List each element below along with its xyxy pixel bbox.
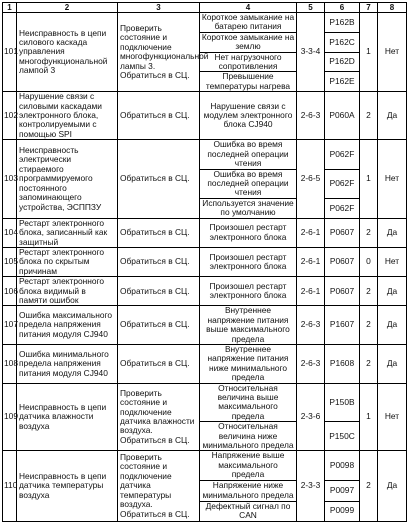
fault-condition: Напряжение ниже минимального предела — [200, 480, 297, 501]
blink-code: 2-6-3 — [297, 306, 325, 345]
row-number: 105 — [3, 247, 17, 276]
dtc-code: P162B — [325, 13, 360, 33]
fault-description: Нарушение связи с силовыми каскадами электронного блока, контролируемыми с помощью SPI — [17, 92, 118, 140]
priority-value: 2 — [360, 92, 378, 140]
fault-description: Неисправность в цепи датчика влажности воздуха — [17, 383, 118, 451]
priority-value: 1 — [360, 140, 378, 218]
table-row — [3, 247, 407, 276]
lamp-status: Нет — [378, 247, 407, 276]
fault-condition: Превышение температуры нагрева — [200, 72, 297, 92]
table-body — [3, 13, 407, 522]
priority-value: 2 — [360, 345, 378, 384]
column-header: 5 — [297, 3, 325, 13]
dtc-code: P0607 — [325, 218, 360, 247]
row-number: 110 — [3, 451, 17, 521]
fault-condition: Короткое замыкание на батарею питания — [200, 13, 297, 33]
lamp-status: Нет — [378, 13, 407, 92]
blink-code: 2-3-6 — [297, 383, 325, 451]
table-row — [3, 277, 407, 306]
priority-value: 0 — [360, 247, 378, 276]
blink-code: 2-3-3 — [297, 451, 325, 521]
dtc-code: P0097 — [325, 480, 360, 501]
row-number: 103 — [3, 140, 17, 218]
table-row — [3, 140, 407, 169]
recommended-action: Обратиться в СЦ. — [118, 92, 200, 140]
dtc-code: P060A — [325, 92, 360, 140]
fault-description: Рестарт электронного блока по скрытым причинам — [17, 247, 118, 276]
column-header: 8 — [378, 3, 407, 13]
recommended-action: Обратиться в СЦ. — [118, 306, 200, 345]
recommended-action: Обратиться в СЦ. — [118, 218, 200, 247]
dtc-code: P150C — [325, 422, 360, 451]
lamp-status: Да — [378, 92, 407, 140]
table-row — [3, 306, 407, 345]
blink-code: 2-6-1 — [297, 277, 325, 306]
row-number: 104 — [3, 218, 17, 247]
recommended-action: Обратиться в СЦ. — [118, 345, 200, 384]
fault-condition: Дефектный сигнал по CAN — [200, 501, 297, 521]
column-header: 2 — [17, 3, 118, 13]
fault-condition: Используется значение по умолчанию — [200, 198, 297, 218]
fault-condition: Внутреннее напряжение питания выше максимального предела — [200, 306, 297, 345]
fault-description: Неисправность электрически стираемого программируемого постоянного запоминающего устройства, ЭСППЗУ — [17, 140, 118, 218]
priority-value: 1 — [360, 383, 378, 451]
fault-condition: Внутреннее напряжение питания ниже минимального предела — [200, 345, 297, 384]
dtc-code: P0099 — [325, 501, 360, 521]
column-header: 4 — [200, 3, 297, 13]
priority-value: 2 — [360, 277, 378, 306]
row-number: 102 — [3, 92, 17, 140]
dtc-code: P1607 — [325, 306, 360, 345]
table-row — [3, 345, 407, 384]
dtc-code: P150B — [325, 383, 360, 422]
fault-description: Неисправность в цепи силового каскада управления многофункциональной лампой 3 — [17, 13, 118, 92]
header-row — [3, 3, 407, 13]
dtc-code: P062F — [325, 140, 360, 169]
row-number: 109 — [3, 383, 17, 451]
priority-value: 2 — [360, 218, 378, 247]
fault-description: Рестарт электронного блока видимый в памяти ошибок — [17, 277, 118, 306]
row-number: 107 — [3, 306, 17, 345]
dtc-code: P062F — [325, 198, 360, 218]
table-row — [3, 13, 407, 33]
row-number: 106 — [3, 277, 17, 306]
blink-code: 2-6-3 — [297, 92, 325, 140]
lamp-status: Да — [378, 306, 407, 345]
dtc-code: P162D — [325, 52, 360, 72]
dtc-code: P0607 — [325, 277, 360, 306]
dtc-code: P062F — [325, 169, 360, 198]
table-row — [3, 383, 407, 422]
column-header: 7 — [360, 3, 378, 13]
diagnostic-codes-table — [2, 2, 407, 522]
lamp-status: Да — [378, 218, 407, 247]
fault-condition: Произошел рестарт электронного блока — [200, 247, 297, 276]
dtc-code: P0607 — [325, 247, 360, 276]
recommended-action: Проверить состояние и подключение датчика влажности воздуха. Обратиться в СЦ. — [118, 383, 200, 451]
blink-code: 3-3-4 — [297, 13, 325, 92]
fault-condition: Нет нагрузочного сопротивления — [200, 52, 297, 72]
table-row — [3, 92, 407, 140]
fault-condition: Произошел рестарт электронного блока — [200, 218, 297, 247]
fault-condition: Относительная величина выше максимального предела — [200, 383, 297, 422]
lamp-status: Да — [378, 451, 407, 521]
fault-description: Ошибка максимального предела напряжения питания модуля CJ940 — [17, 306, 118, 345]
fault-condition: Ошибка во время последней операции чтения — [200, 140, 297, 169]
fault-description: Ошибка минимального предела напряжения питания модуля CJ940 — [17, 345, 118, 384]
recommended-action: Обратиться в СЦ. — [118, 277, 200, 306]
row-number: 101 — [3, 13, 17, 92]
priority-value: 2 — [360, 306, 378, 345]
blink-code: 2-6-1 — [297, 218, 325, 247]
fault-condition: Произошел рестарт электронного блока — [200, 277, 297, 306]
fault-condition: Ошибка во время последней операции чтения — [200, 169, 297, 198]
dtc-code: P162C — [325, 32, 360, 52]
blink-code: 2-6-5 — [297, 140, 325, 218]
lamp-status: Нет — [378, 383, 407, 451]
column-header: 1 — [3, 3, 17, 13]
lamp-status: Да — [378, 345, 407, 384]
fault-condition: Короткое замыкание на землю — [200, 32, 297, 52]
blink-code: 2-6-1 — [297, 247, 325, 276]
table-row — [3, 218, 407, 247]
fault-condition: Напряжение выше максимального предела — [200, 451, 297, 480]
table-row — [3, 451, 407, 480]
dtc-code: P162E — [325, 72, 360, 92]
dtc-code: P1608 — [325, 345, 360, 384]
fault-condition: Относительная величина ниже минимального предела — [200, 422, 297, 451]
priority-value: 1 — [360, 13, 378, 92]
fault-condition: Нарушение связи с модулем электронного блока CJ940 — [200, 92, 297, 140]
recommended-action: Обратиться в СЦ. — [118, 140, 200, 218]
fault-description: Неисправность в цепи датчика температуры воздуха — [17, 451, 118, 521]
recommended-action: Проверить состояние и подключение многофункциональной лампы 3. Обратиться в СЦ. — [118, 13, 200, 92]
row-number: 108 — [3, 345, 17, 384]
column-header: 3 — [118, 3, 200, 13]
priority-value: 2 — [360, 451, 378, 521]
recommended-action: Обратиться в СЦ. — [118, 247, 200, 276]
dtc-code: P0098 — [325, 451, 360, 480]
recommended-action: Проверить состояние и подключение датчика температуры воздуха. Обратиться в СЦ. — [118, 451, 200, 521]
fault-description: Рестарт электронного блока, записанный как защитный — [17, 218, 118, 247]
page — [2, 2, 407, 522]
blink-code: 2-6-3 — [297, 345, 325, 384]
lamp-status: Да — [378, 277, 407, 306]
column-header: 6 — [325, 3, 360, 13]
lamp-status: Нет — [378, 140, 407, 218]
